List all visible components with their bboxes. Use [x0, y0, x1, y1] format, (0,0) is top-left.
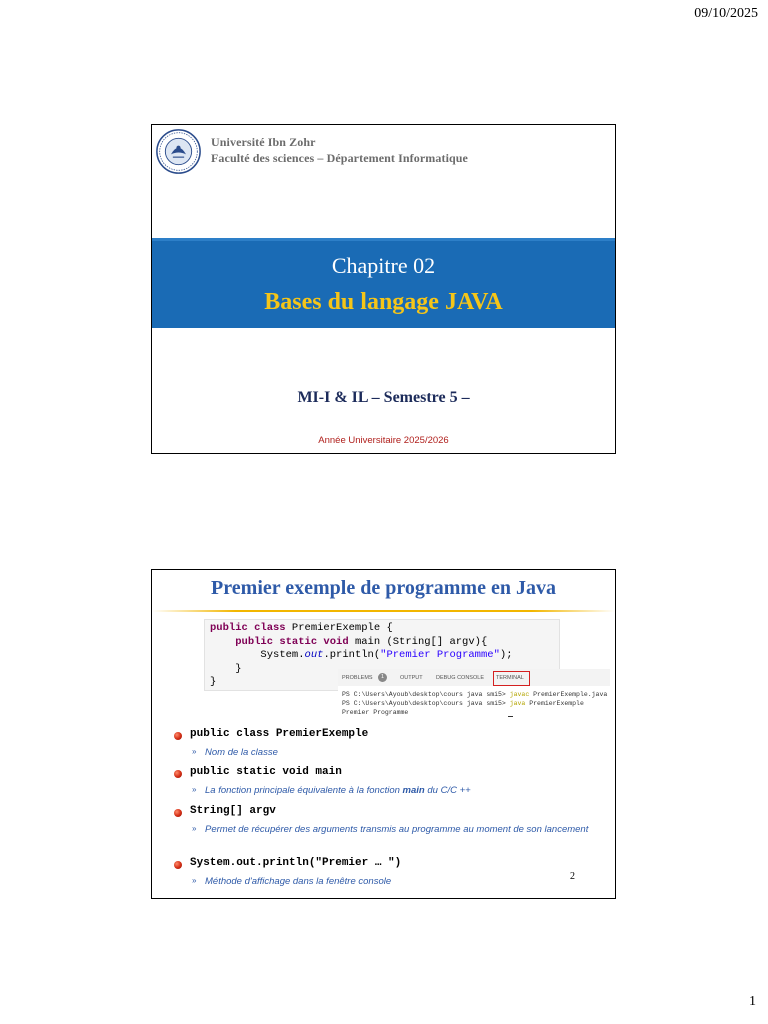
tab-output[interactable]: OUTPUT	[400, 675, 423, 681]
bullet-icon	[174, 770, 182, 778]
tab-debug-console[interactable]: DEBUG CONSOLE	[436, 675, 484, 681]
terminal-cursor	[508, 716, 513, 717]
active-tab-highlight	[493, 671, 530, 686]
code-keyword: public class	[210, 622, 286, 634]
code-brace: }	[235, 662, 242, 675]
bullet-description: La fonction principale équivalente à la fonction main du C/C ++	[205, 785, 471, 796]
university-name: Université Ibn Zohr	[211, 135, 316, 149]
tab-terminal[interactable]: TERMINAL	[496, 675, 524, 681]
bullet-icon	[174, 809, 182, 817]
chapter-label: Chapitre 02	[331, 253, 436, 278]
code-text: main (String[] argv){	[348, 635, 488, 648]
code-brace: }	[210, 676, 217, 688]
sub-bullet-icon: »	[192, 824, 197, 833]
sub-bullet-icon: »	[192, 785, 197, 794]
terminal-line: PS C:\Users\Ayoub\desktop\cours java smi5> javac PremierExemple.java	[342, 691, 608, 698]
page-date: 09/10/2025	[694, 6, 758, 21]
semester-label: MI-I & IL – Semestre 5 –	[297, 389, 470, 406]
tab-problems[interactable]: PROBLEMS	[342, 675, 373, 681]
bullet-code: String[] argv	[190, 805, 276, 817]
code-field: out	[304, 649, 324, 661]
code-text: );	[499, 649, 513, 661]
chapter-band	[152, 238, 615, 328]
faculty-name: Faculté des sciences – Département Informatique	[211, 151, 468, 165]
university-logo-icon	[155, 128, 202, 175]
slide-title	[151, 124, 616, 454]
terminal-panel	[338, 669, 610, 724]
bullet-description: Méthode d'affichage dans la fenêtre console	[205, 876, 392, 887]
code-text: System.	[260, 649, 305, 661]
bullet-icon	[174, 732, 182, 740]
slide-number: 2	[570, 871, 575, 882]
problems-count-badge: 1	[378, 673, 387, 682]
code-keyword: public static void	[235, 635, 349, 648]
bullet-description: Permet de récupérer des arguments transmis au programme au moment de son lancement	[205, 824, 589, 835]
chapter-title: Bases du langage JAVA	[264, 289, 503, 315]
page-number: 1	[749, 994, 756, 1009]
terminal-tabs	[338, 669, 610, 686]
bullet-code: public static void main	[190, 766, 342, 778]
slide-header	[152, 125, 615, 187]
bullet-icon	[174, 861, 182, 869]
sub-bullet-icon: »	[192, 876, 197, 885]
title-divider	[152, 610, 615, 612]
slide-title: Premier exemple de programme en Java	[211, 577, 556, 599]
sub-bullet-icon: »	[192, 747, 197, 756]
bullet-description: Nom de la classe	[205, 747, 278, 758]
bullet-code: System.out.println("Premier … ")	[190, 857, 402, 869]
code-text: .println(	[323, 649, 381, 661]
bullet-code: public class PremierExemple	[190, 728, 369, 740]
terminal-line: Premier Programme	[342, 709, 409, 716]
terminal-line: PS C:\Users\Ayoub\desktop\cours java smi5> java PremierExemple	[342, 700, 584, 707]
slide-first-example	[151, 569, 616, 899]
code-string: "Premier Programme"	[380, 649, 500, 661]
code-text: PremierExemple {	[285, 622, 393, 634]
academic-year: Année Universitaire 2025/2026	[318, 435, 449, 446]
